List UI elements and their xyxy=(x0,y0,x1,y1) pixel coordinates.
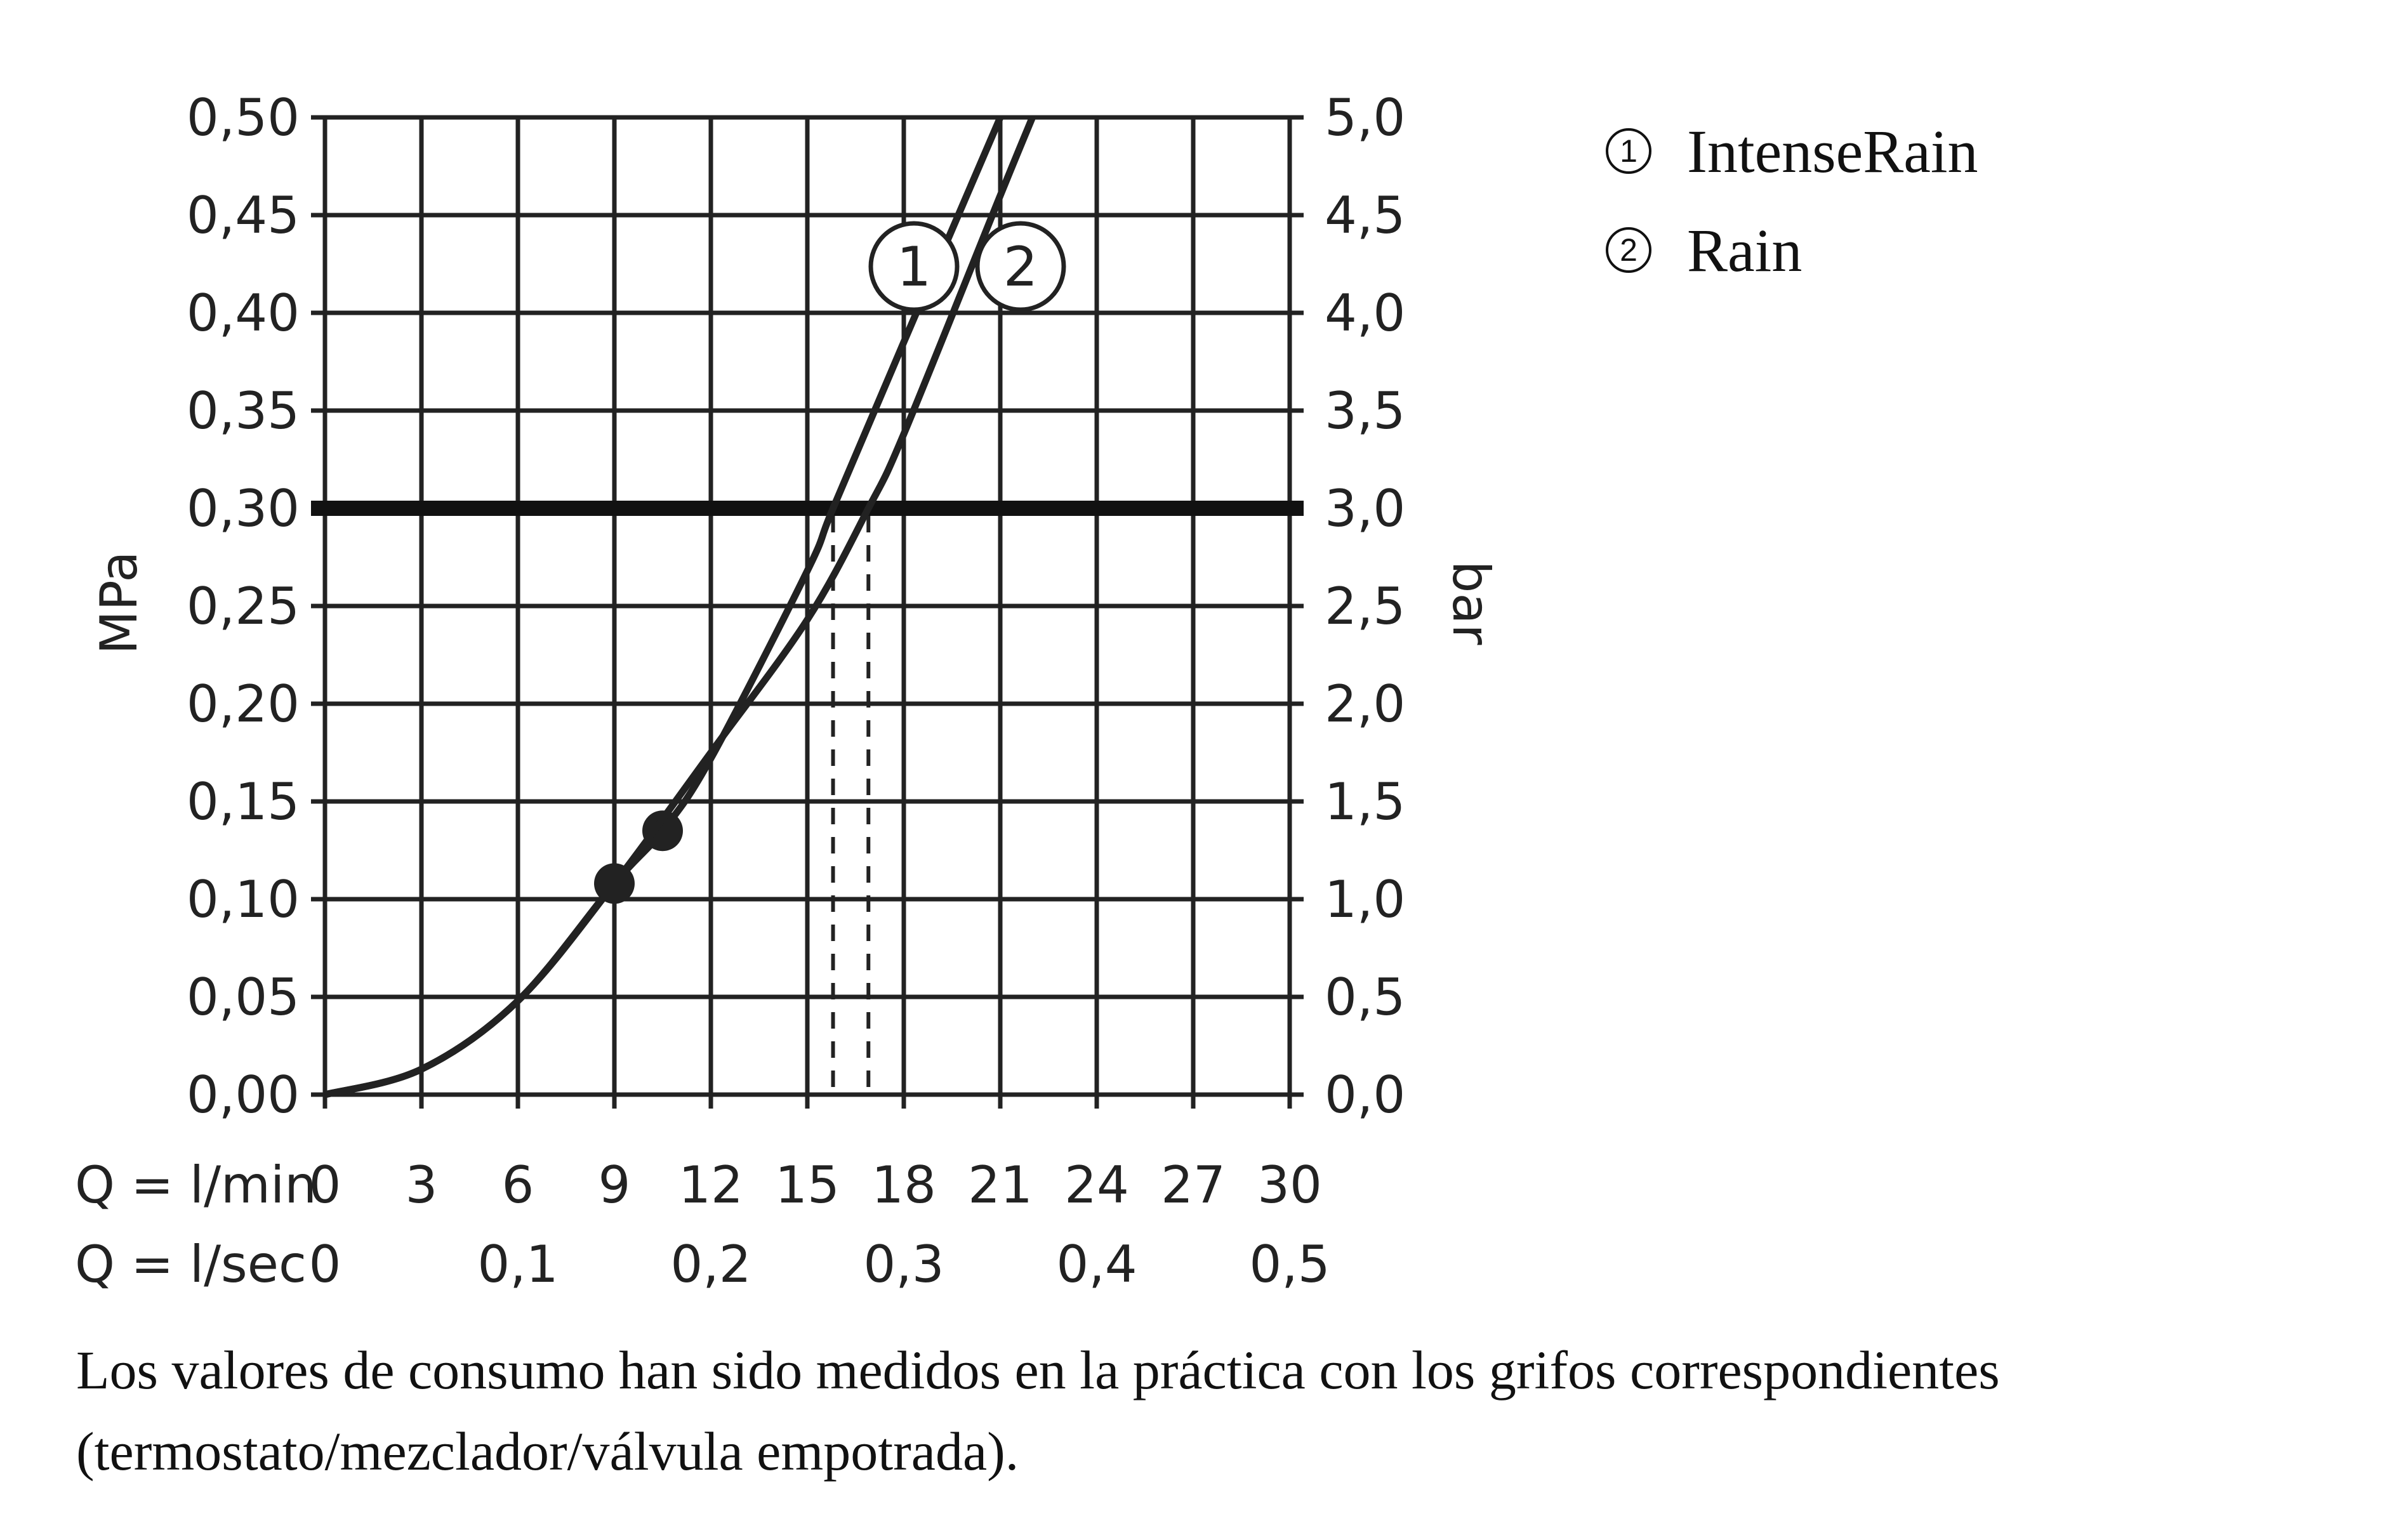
y-tick-label-left: 0,45 xyxy=(186,186,300,245)
grid xyxy=(311,117,1304,1109)
y-tick-label-left: 0,05 xyxy=(186,968,300,1027)
y-tick-label-right: 3,5 xyxy=(1325,381,1406,440)
x-tick-label-lsec: 0,3 xyxy=(863,1235,944,1294)
x-tick-label-lmin: 3 xyxy=(405,1156,438,1215)
x-tick-label-lmin: 15 xyxy=(775,1156,840,1215)
y-tick-label-left: 0,20 xyxy=(186,675,300,734)
x-axis-lmin-label: Q = l/min xyxy=(75,1156,317,1215)
y-axis-left-label: MPa xyxy=(89,551,149,655)
x-tick-label-lmin: 6 xyxy=(501,1156,534,1215)
x-tick-label-lsec: 0 xyxy=(308,1235,341,1294)
series-marker-label-2: 2 xyxy=(1003,235,1038,299)
y-tick-label-right: 4,0 xyxy=(1325,284,1406,343)
y-tick-label-left: 0,15 xyxy=(186,772,300,831)
y-tick-label-right: 1,5 xyxy=(1325,772,1406,831)
footnote: Los valores de consumo han sido medidos en la práctica con los grifos correspondientes (termostato/mezclador/válvula empotrada). xyxy=(76,1340,2000,1482)
y-tick-label-right: 1,0 xyxy=(1325,870,1406,929)
x-tick-label-lmin: 9 xyxy=(598,1156,631,1215)
x-tick-label-lmin: 21 xyxy=(968,1156,1033,1215)
series-marker-label-1: 1 xyxy=(896,235,932,299)
y-tick-label-right: 2,5 xyxy=(1325,577,1406,636)
legend-item-rain xyxy=(1606,201,1978,300)
x-tick-label-lmin: 12 xyxy=(678,1156,743,1215)
y-tick-label-left: 0,40 xyxy=(186,284,300,343)
y-tick-label-left: 0,30 xyxy=(186,479,300,538)
x-axis-lsec-label: Q = l/sec xyxy=(75,1235,307,1294)
y-tick-label-right: 2,0 xyxy=(1325,675,1406,734)
x-tick-label-lsec: 0,4 xyxy=(1056,1235,1137,1294)
legend-label-rain: Rain xyxy=(1687,216,1803,284)
y-tick-label-right: 0,5 xyxy=(1325,968,1406,1027)
operating-point-rain xyxy=(594,863,635,904)
x-tick-label-lmin: 30 xyxy=(1257,1156,1322,1215)
y-tick-label-left: 0,10 xyxy=(186,870,300,929)
y-tick-label-right: 0,0 xyxy=(1325,1065,1406,1124)
x-tick-label-lmin: 0 xyxy=(308,1156,341,1215)
x-tick-label-lsec: 0,2 xyxy=(670,1235,751,1294)
axis-labels xyxy=(187,88,1405,1294)
y-tick-label-left: 0,50 xyxy=(186,88,300,147)
x-tick-label-lmin: 24 xyxy=(1064,1156,1129,1215)
x-tick-label-lmin: 18 xyxy=(871,1156,936,1215)
legend-marker-2: 2 xyxy=(1606,227,1651,273)
y-tick-label-left: 0,35 xyxy=(186,381,300,440)
x-tick-label-lsec: 0,5 xyxy=(1249,1235,1330,1294)
legend xyxy=(1606,102,1978,300)
y-tick-label-left: 0,25 xyxy=(186,577,300,636)
legend-label-intenserain: IntenseRain xyxy=(1687,117,1978,185)
y-tick-label-right: 4,5 xyxy=(1325,186,1406,245)
y-tick-label-right: 3,0 xyxy=(1325,479,1406,538)
y-tick-label-left: 0,00 xyxy=(186,1065,300,1124)
x-tick-label-lmin: 27 xyxy=(1161,1156,1226,1215)
legend-item-intenserain xyxy=(1606,102,1978,201)
x-tick-label-lsec: 0,1 xyxy=(477,1235,559,1294)
y-tick-label-right: 5,0 xyxy=(1325,88,1406,147)
legend-marker-1: 1 xyxy=(1606,128,1651,174)
y-axis-right-label: bar xyxy=(1441,560,1500,645)
